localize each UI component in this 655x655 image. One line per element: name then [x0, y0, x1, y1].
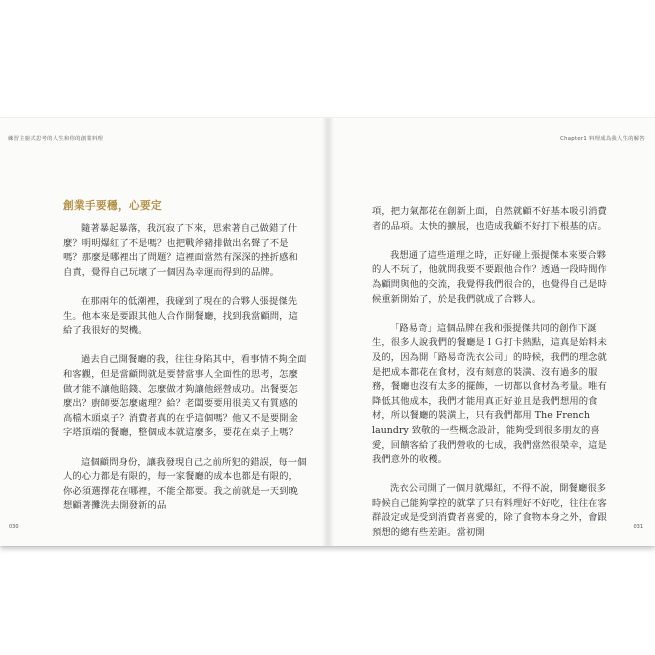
- right-paragraph-3: 「路易奇」這個品牌在我和張提傑共同的創作下誕生，很多人說我們的餐廳是ＩＧ打卡熱點，這真是始料未及的，因為開「路易奇洗衣公司」的時候，我們的理念就是把成本都花在食材，沒有刻意的裝潢、沒有過多的服務，餐廳也沒有太多的擺飾，一切都以食材為考量。唯有降低其他成本，我們才能用真正好並且是我們想用的食材，所以餐廳的裝潢上，只有我們都用 The French laundry 致敬的一些概念設計，能夠受到很多朋友的喜愛，回饋客給了我們營收的七成，我們當然很榮幸，這是我們意外的收穫。: [372, 322, 607, 466]
- right-paragraph-1: 項，把力氣都花在創新上面，自然就顧不好基本吸引消費者的品項。太快的擴展，也造成我顧不好打下根基的店。: [372, 206, 607, 232]
- right-paragraph-4: 洗衣公司開了一個月就爆紅，不得不說，開餐廳很多時候自己能夠掌控的就掌了只有料理好不好吃，往往在客群設定或是受到消費者喜愛的，除了食物本身之外，會跟預想的總有些差距。當初開: [372, 483, 607, 539]
- section-heading: 創業手要穩，心要定: [63, 200, 162, 212]
- right-paragraph-2: 我想通了這些道理之時，正好碰上張提傑本來要合夥的人不玩了，他就問我要不要跟他合作？透過一段時間作為顧問與他的交流，我覺得我們很合的，也覺得自己是時候重新開始了，於是我們就成了合夥人。: [372, 249, 607, 305]
- left-paragraph-1: 隨著暴起暴落，我沉寂了下來，思索著自己做錯了什麼？明明爆紅了不是嗎？也把戰斧豬排做出名聲了不是嗎？那麼是哪裡出了問題？這裡面當然有深深的挫折感和自責，覺得自己玩壞了一個因為幸運而得到的品牌。: [63, 223, 298, 278]
- right-running-head: Chapter1 料理成為我人生的解答: [560, 136, 645, 142]
- left-page-number: 030: [9, 524, 19, 530]
- right-page-number: 031: [633, 524, 643, 530]
- left-body-text: [63, 222, 307, 514]
- book-spread: [0, 118, 655, 546]
- right-page: [328, 118, 655, 546]
- left-paragraph-3: 過去自己開餐廳的我，往往身陷其中，看事情不夠全面和客觀，但是當顧問就是要替當事人全面性的思考，怎麼做才能不讓他賠錢、怎麼做才夠讓他經營成功。出餐要怎麼出？廚師要怎麼處理？給？老闆要要用很美又有質感的高檔木頭桌子？消費者真的在乎這個嗎？他又不是要開金字塔頂端的餐廳，整個成本就這麼多，要花在桌子上嗎？: [63, 354, 307, 439]
- right-body-text: [372, 205, 615, 541]
- left-running-head: 練習主廚式思考的人生和你的創業料理: [8, 136, 104, 142]
- left-paragraph-4: 這個顧問身份，讓我發現自己之前所犯的錯誤，每一個人的心力都是有限的，每一家餐廳的成本也都是有限的，你必須選擇花在哪裡，不能全都要。我之前就是一天到晚想顧著攤洗去開發新的品: [63, 456, 307, 512]
- left-page: [0, 118, 327, 546]
- left-paragraph-2: 在那兩年的低潮裡，我碰到了現在的合夥人張提傑先生。他本來是要跟其他人合作開餐廳，找到我當顧問，這給了我很好的契機。: [63, 295, 298, 337]
